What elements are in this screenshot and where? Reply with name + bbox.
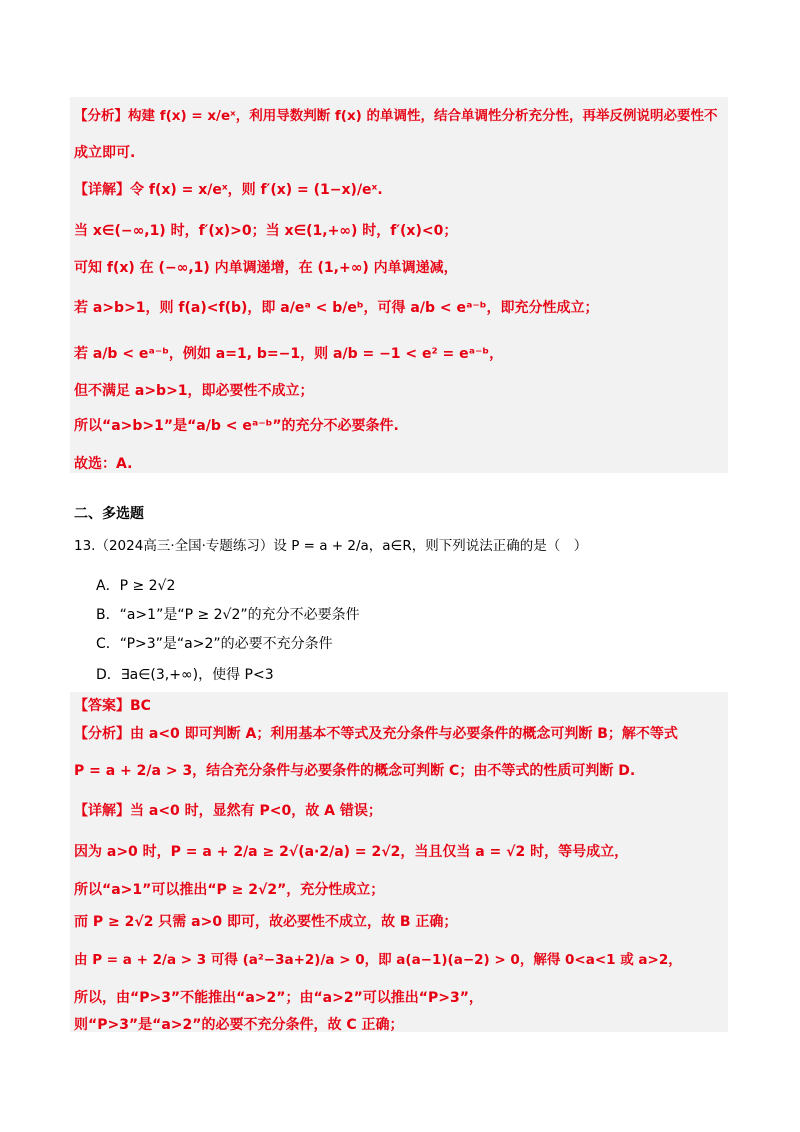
- detail-line: 但不满足 a>b>1，即必要性不成立；: [74, 383, 314, 399]
- detail-line: 所以，由“P>3”不能推出“a>2”；由“a>2”可以推出“P>3”，: [74, 990, 483, 1006]
- option-c: C．“P>3”是“a>2”的必要不充分条件: [96, 636, 333, 652]
- answer-line: 【答案】BC: [74, 698, 151, 714]
- analysis-line: 【分析】构建 f(x) = x/eˣ，利用导数判断 f(x) 的单调性，结合单调性分析充分性，再举反例说明必要性不: [74, 108, 718, 124]
- detail-line: 所以“a>b>1”是“a/b < eᵃ⁻ᵇ”的充分不必要条件.: [74, 418, 399, 434]
- detail-line: 因为 a>0 时，P = a + 2/a ≥ 2√(a·2/a) = 2√2，当且仅当 a = √2 时，等号成立，: [74, 844, 629, 860]
- detail-line: 若 a>b>1，则 f(a)<f(b)，即 a/eᵃ < b/eᵇ，可得 a/b < eᵃ⁻ᵇ，即充分性成立；: [74, 300, 599, 316]
- question-stem: 13.（2024高三·全国·专题练习）设 P = a + 2/a，a∈R，则下列说法正确的是（ ）: [74, 538, 588, 554]
- option-a: A．P ≥ 2√2: [96, 578, 176, 594]
- detail-line: 可知 f(x) 在 (−∞,1) 内单调递增，在 (1,+∞) 内单调递减，: [74, 260, 458, 276]
- detail-line: 若 a/b < eᵃ⁻ᵇ，例如 a=1, b=−1，则 a/b = −1 < e² = eᵃ⁻ᵇ，: [74, 346, 504, 362]
- detail-line: 由 P = a + 2/a > 3 可得 (a²−3a+2)/a > 0，即 a(a−1)(a−2) > 0，解得 0<a<1 或 a>2，: [74, 952, 682, 968]
- section-title: 二、多选题: [74, 506, 144, 522]
- analysis-line: 【分析】由 a<0 即可判断 A；利用基本不等式及充分条件与必要条件的概念可判断 B；解不等式: [74, 726, 678, 742]
- option-d: D．∃a∈(3,+∞)，使得 P<3: [96, 667, 274, 683]
- detail-line: 【详解】当 a<0 时，显然有 P<0，故 A 错误；: [74, 803, 382, 819]
- detail-line: 【详解】令 f(x) = x/eˣ，则 f′(x) = (1−x)/eˣ.: [74, 182, 383, 198]
- detail-line: 而 P ≥ 2√2 只需 a>0 即可，故必要性不成立，故 B 正确；: [74, 914, 458, 930]
- detail-line: 当 x∈(−∞,1) 时，f′(x)>0；当 x∈(1,+∞) 时，f′(x)<0；: [74, 223, 458, 239]
- analysis-line: 成立即可.: [74, 145, 136, 161]
- option-b: B．“a>1”是“P ≥ 2√2”的充分不必要条件: [96, 607, 360, 623]
- detail-line: 则“P>3”是“a>2”的必要不充分条件，故 C 正确；: [74, 1017, 404, 1033]
- analysis-line: P = a + 2/a > 3，结合充分条件与必要条件的概念可判断 C；由不等式的性质可判断 D.: [74, 763, 636, 779]
- detail-line: 所以“a>1”可以推出“P ≥ 2√2”，充分性成立；: [74, 882, 385, 898]
- answer-choice-line: 故选：A.: [74, 456, 133, 472]
